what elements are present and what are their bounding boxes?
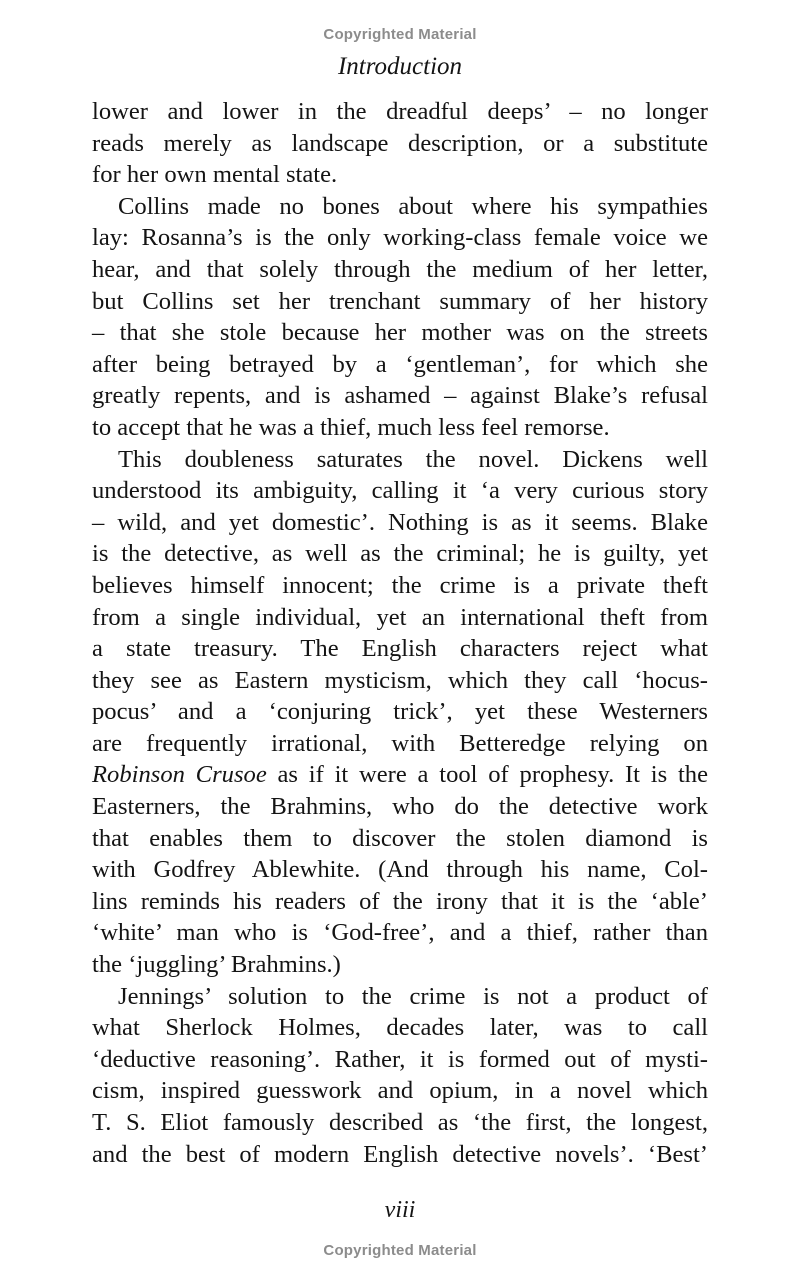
- text-line: hear, and that solely through the medium of her letter,: [92, 255, 708, 283]
- text-line: ‘deductive reasoning’. Rather, it is formed out of mysti-: [92, 1045, 708, 1073]
- text-line: what Sherlock Holmes, decades later, was to call: [92, 1014, 708, 1042]
- text-line-rest: as if it were a tool of prophesy. It is the: [266, 761, 709, 789]
- text-line: they see as Eastern mysticism, which they call ‘hocus-: [92, 666, 708, 694]
- text-line: that enables them to discover the stolen diamond is: [92, 824, 708, 852]
- text-line: believes himself innocent; the crime is a private theft: [92, 571, 708, 599]
- text-line: Easterners, the Brahmins, who do the detective work: [92, 793, 708, 821]
- text-line: lins reminds his readers of the irony that it is the ‘able’: [92, 887, 708, 915]
- copyright-watermark-top: Copyrighted Material: [323, 26, 477, 43]
- text-line: pocus’ and a ‘conjuring trick’, yet these Westerners: [92, 698, 708, 726]
- text-line: after being betrayed by a ‘gentleman’, for which she: [92, 350, 708, 378]
- text-line: for her own mental state.: [92, 161, 338, 189]
- text-line: is the detective, as well as the criminal; he is guilty, yet: [92, 540, 708, 568]
- text-line: cism, inspired guesswork and opium, in a novel which: [92, 1077, 708, 1105]
- copyright-watermark-bottom: Copyrighted Material: [323, 1242, 477, 1259]
- text-line: – wild, and yet domestic’. Nothing is as it seems. Blake: [92, 508, 708, 536]
- text-line: with Godfrey Ablewhite. (And through his name, Col-: [92, 856, 708, 884]
- text-line: – that she stole because her mother was on the streets: [92, 319, 708, 347]
- running-head: Introduction: [337, 53, 463, 80]
- page-number: viii: [384, 1197, 416, 1223]
- text-line: the ‘juggling’ Brahmins.): [92, 951, 341, 979]
- text-line: lower and lower in the dreadful deeps’ – no longer: [92, 98, 708, 125]
- text-line: a state treasury. The English characters reject what: [92, 635, 708, 663]
- text-line: This doubleness saturates the novel. Dickens well: [118, 445, 708, 473]
- text-line: greatly repents, and is ashamed – against Blake’s refusal: [92, 382, 708, 410]
- text-line: ‘white’ man who is ‘God-free’, and a thief, rather than: [92, 919, 708, 947]
- text-line: Jennings’ solution to the crime is not a product of: [118, 982, 708, 1010]
- book-title-italic: Robinson Crusoe: [92, 761, 267, 789]
- text-line: are frequently irrational, with Betteredge relying on: [92, 729, 708, 757]
- text-line: reads merely as landscape description, or a substitute: [92, 129, 708, 157]
- text-line: to accept that he was a thief, much less feel remorse.: [92, 413, 610, 441]
- body-text: [92, 96, 708, 1170]
- text-line: understood its ambiguity, calling it ‘a very curious story: [92, 477, 708, 505]
- text-line: but Collins set her trenchant summary of her history: [92, 287, 708, 315]
- text-line: and the best of modern English detective novels’. ‘Best’: [92, 1140, 708, 1168]
- text-line: lay: Rosanna’s is the only working-class female voice we: [92, 224, 708, 252]
- text-line: T. S. Eliot famously described as ‘the first, the longest,: [92, 1109, 708, 1136]
- text-line: from a single individual, yet an international theft from: [92, 603, 708, 631]
- text-line: Collins made no bones about where his sympathies: [118, 192, 708, 220]
- text-line: [92, 759, 708, 791]
